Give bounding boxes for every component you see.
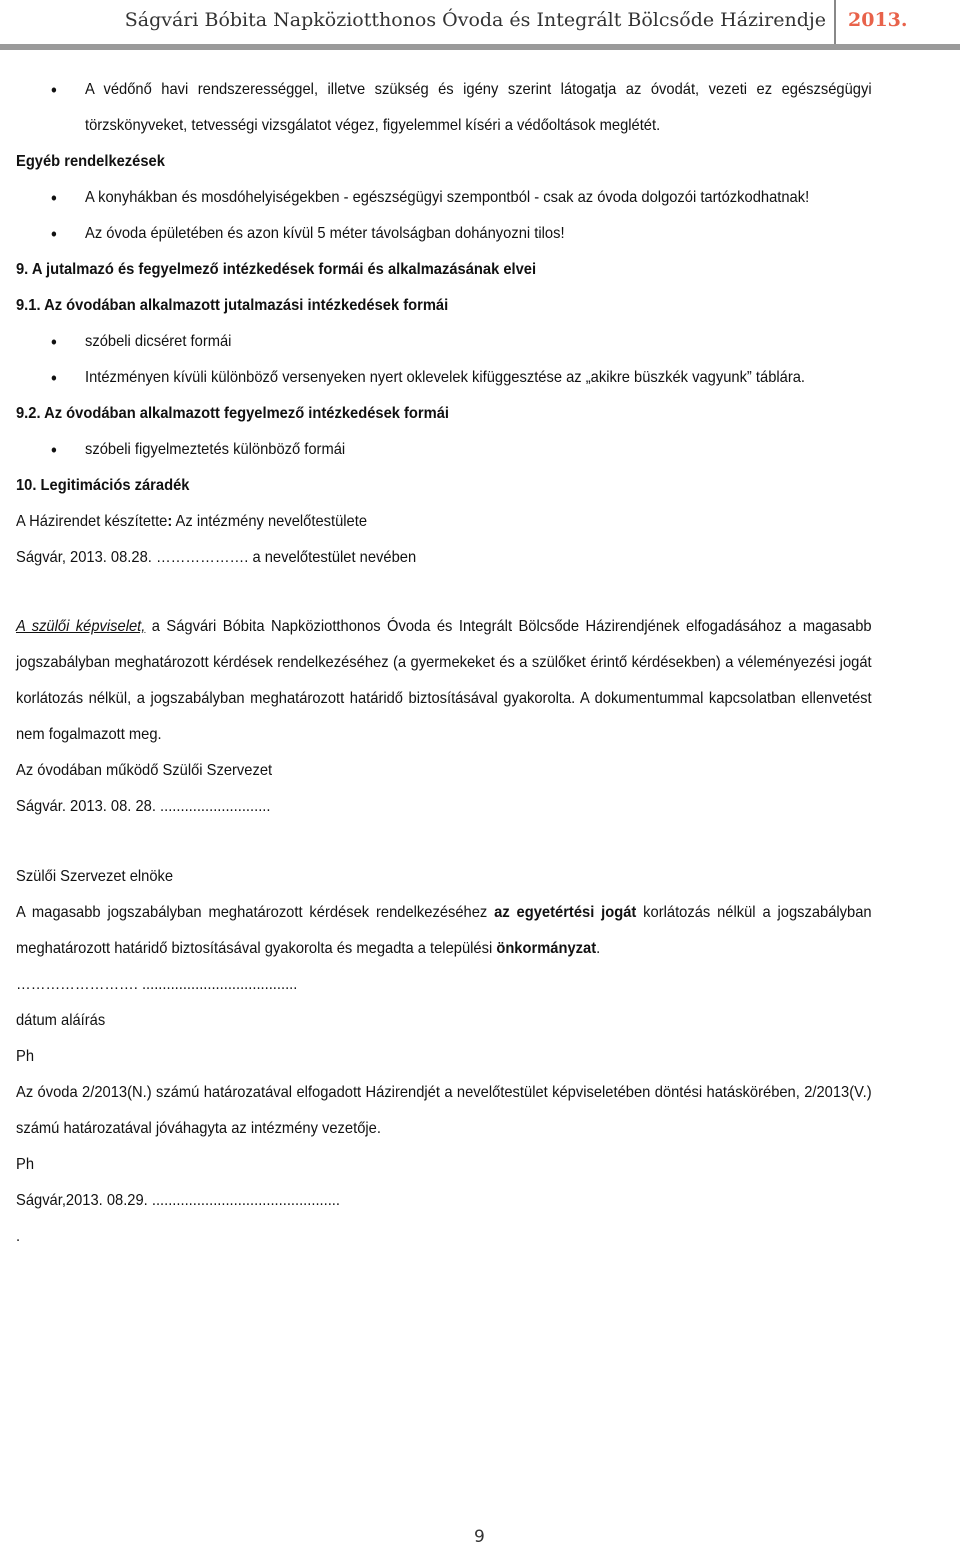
signature-dots-line: ……………………. ...................................... (16, 976, 298, 993)
header-title: Ságvári Bóbita Napköziotthonos Óvoda és Integrált Bölcsőde Házirendje (124, 9, 826, 31)
final-dot: . (16, 1228, 21, 1245)
section-10-heading: 10. Legitimációs záradék (16, 477, 190, 494)
szuloi-kepviselet-paragraph (16, 609, 872, 753)
bullet-vedono: • A védőnő havi rendszerességgel, illetve szükség és igény szerint látogatja az óvodát, vezeti ez egészségügyi törzskönyveket, tetvességi vizsgálatot végez, figyelemmel kíséri a védőoltások meglétét. (16, 72, 872, 144)
egyetertesi-text-1: A magasabb jogszabályban meghatározott kérdések rendelkezéséhez (16, 904, 495, 921)
egyeb-bullet-dohanyzas: • Az óvoda épületében és azon kívül 5 méter távolságban dohányozni tilos! (16, 216, 872, 252)
section-9-heading: 9. A jutalmazó és fegyelmező intézkedések formái és alkalmazásának elvei (16, 261, 537, 278)
ph-line-1: Ph (16, 1048, 35, 1065)
page-header (0, 0, 960, 44)
document-body (16, 72, 872, 1255)
header-separator (834, 0, 836, 44)
section-9-1-heading: 9.1. Az óvodában alkalmazott jutalmazási intézkedések formái (16, 297, 449, 314)
egyetertesi-bold-1: az egyetértési jogát (494, 904, 637, 921)
egyetertesi-text-3: . (596, 940, 601, 957)
szuloi-szervezet-line: Az óvodában működő Szülői Szervezet (16, 762, 273, 779)
egyetertesi-text-2: korlátozás nélkül a jogszabályban meghatározott határidő biztosításával gyakorolta és megadta a települési (16, 904, 872, 957)
sagvar-date-line-3: Ságvár,2013. 08.29. .............................................. (16, 1192, 340, 1209)
sagvar-date-line-2: Ságvár. 2013. 08. 28. ........................... (16, 798, 271, 815)
szuloi-kepviselet-label: A szülői képviselet, (16, 618, 146, 635)
egyetertesi-paragraph (16, 895, 872, 967)
header-rule (0, 44, 960, 50)
ph-line-2: Ph (16, 1156, 35, 1173)
sagvar-date-line-1: Ságvár, 2013. 08.28. ………………. a nevelőtestület nevében (16, 549, 417, 566)
section-9-1-bullet-oklevelek: • Intézményen kívüli különböző versenyeken nyert oklevelek kifüggesztése az „akikre büszkék vagyunk” táblára. (16, 360, 872, 396)
page-number: 9 (474, 1527, 485, 1547)
egyeb-heading: Egyéb rendelkezések (16, 153, 165, 170)
section-9-2-heading: 9.2. Az óvodában alkalmazott fegyelmező intézkedések formái (16, 405, 450, 422)
keszitette-colon: : (167, 513, 173, 530)
keszitette-line (16, 504, 872, 540)
egyetertesi-bold-2: önkormányzat (496, 940, 597, 957)
section-9-1-bullet-dicseret: • szóbeli dicséret formái (16, 324, 872, 360)
ovoda-hatarozat-paragraph: Az óvoda 2/2013(N.) számú határozatával elfogadott Házirendjét a nevelőtestület képviseletében döntési hatáskörében, 2/2013(V.) számú határozatával jóváhagyta az intézmény vezetője. (16, 1084, 872, 1137)
szuloi-kepviselet-text: a Ságvári Bóbita Napköziotthonos Óvoda és Integrált Bölcsőde Házirendjének elfogadásához a magasabb jogszabályban meghatározott kérdések rendelkezéséhez (a gyermekeket és a szülőket érintő kérdésekben) a véleményezési jogát korlátozás nélkül, a jogszabályban meghatározott határidő biztosításával gyakorolta. A dokumentummal kapcsolatban ellenvetést nem fogalmazott meg. (16, 618, 872, 743)
section-9-2-bullet-figyelmeztetes: • szóbeli figyelmeztetés különböző formái (16, 432, 872, 468)
header-year: 2013. (848, 9, 908, 31)
keszitette-value: Az intézmény nevelőtestülete (172, 513, 368, 530)
datum-alairas-line: dátum aláírás (16, 1012, 106, 1029)
egyeb-bullet-konyha: • A konyhákban és mosdóhelyiségekben - egészségügyi szempontból - csak az óvoda dolgozói tartózkodhatnak! (16, 180, 872, 216)
keszitette-label: A Házirendet készítette (16, 513, 168, 530)
elnok-line: Szülői Szervezet elnöke (16, 868, 174, 885)
